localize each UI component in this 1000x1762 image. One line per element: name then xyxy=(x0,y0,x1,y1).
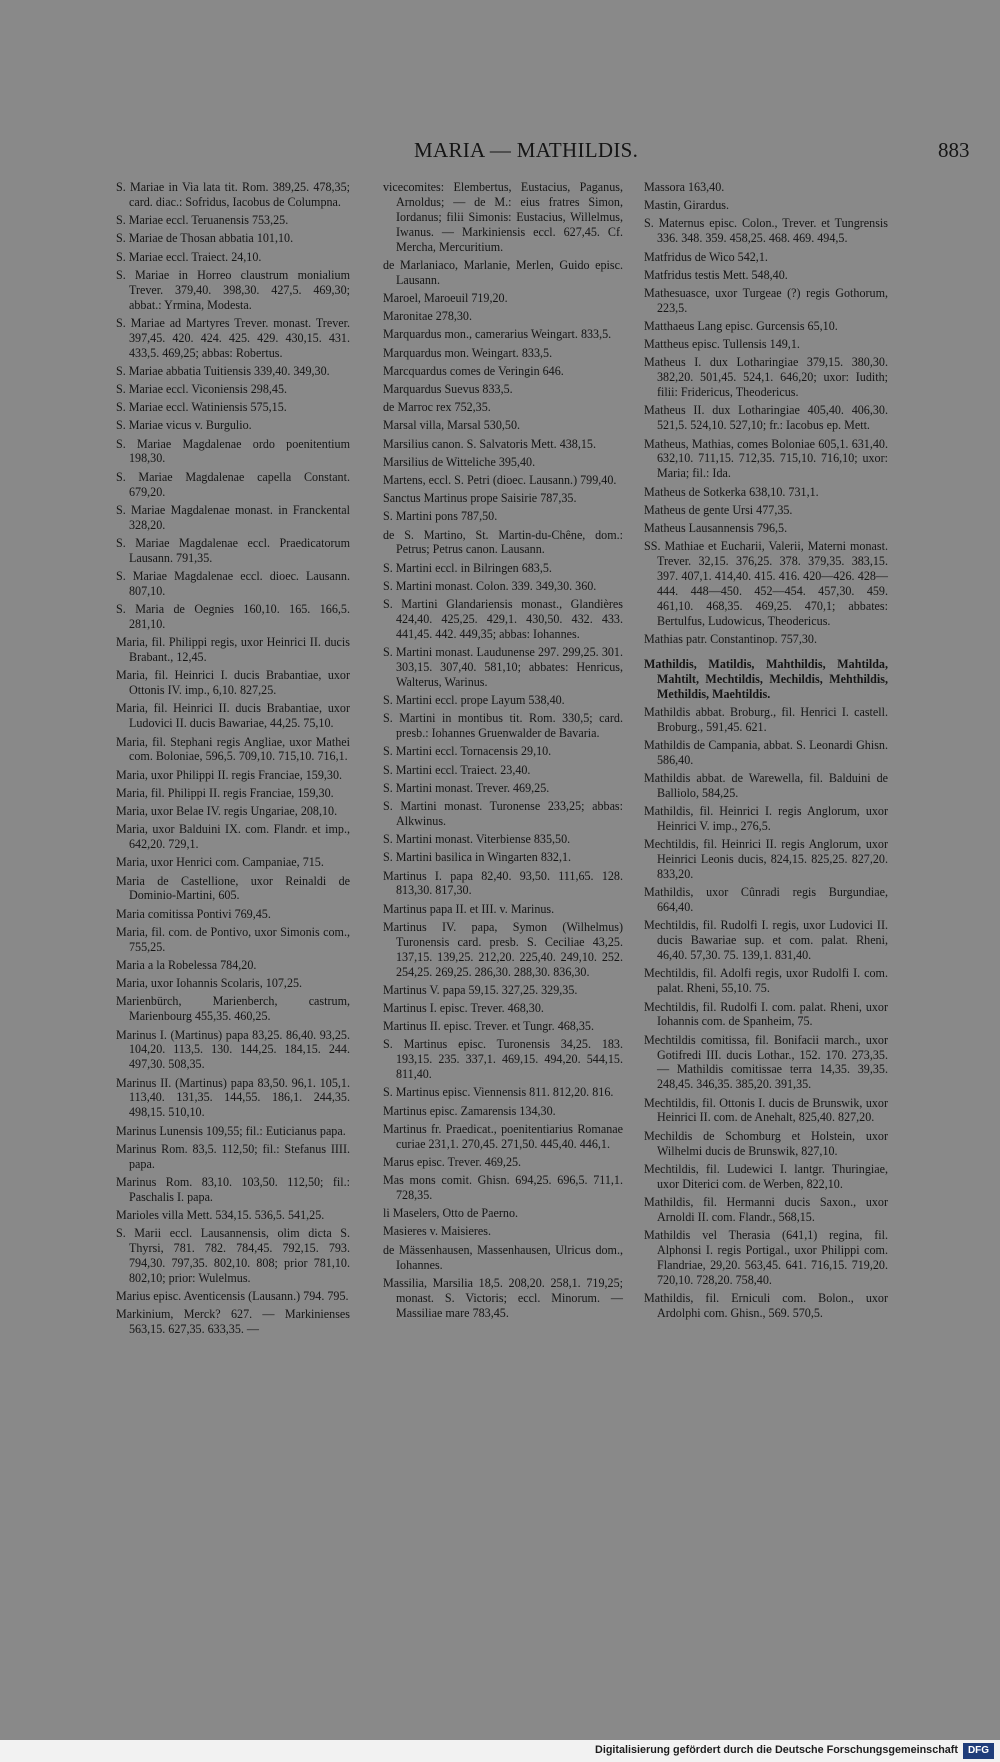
index-entry: Marioles villa Mett. 534,15. 536,5. 541,25. xyxy=(116,1207,325,1222)
index-entry: Martinus episc. Zamarensis 134,30. xyxy=(383,1103,556,1118)
index-entry: Martinus II. episc. Trever. et Tungr. 468,35. xyxy=(383,1019,594,1034)
page-title: MARIA — MATHILDIS. xyxy=(414,138,639,162)
index-entry: S. Martini eccl. in Bilringen 683,5. xyxy=(383,560,552,575)
index-column-2 xyxy=(383,180,623,1324)
index-entry: Maria a la Robelessa 784,20. xyxy=(116,958,257,972)
index-entry: Masieres v. Maisieres. xyxy=(383,1224,492,1239)
index-entry: Maria, fil. Heinrici I. ducis Brabantiae, uxor Ottonis IV. imp., 6,10. 827,25. xyxy=(116,668,350,698)
index-entry: S. Martini in montibus tit. Rom. 330,5; card. presb.: Iohannes Gruenwalder de Bavaria. xyxy=(383,711,623,741)
index-entry: Matheus, Mathias, comes Boloniae 605,1. 631,40. 632,10. 711,15. 712,35. 715,10. 716,10; uxor: Maria; fil.: Ida. xyxy=(644,436,888,481)
index-entry: S. Mariae eccl. Viconiensis 298,45. xyxy=(116,381,288,396)
index-entry: Markinium, Merck? 627. — Markinienses 563,15. 627,35. 633,35. — xyxy=(116,1307,350,1337)
index-entry: Marus episc. Trever. 469,25. xyxy=(383,1154,522,1169)
index-entry: Marquardus mon., camerarius Weingart. 833,5. xyxy=(383,327,612,342)
index-entry: S. Martini Glandariensis monast., Glandières 424,40. 425,25. 429,1. 430,50. 432. 433. 441,45. 442. 449,35; abbas: Iohannes. xyxy=(383,597,623,641)
index-entry: vicecomites: Elembertus, Eustacius, Paganus, Arnoldus; — de M.: eius fratres Simon, Iordanus; filii Simonis: Eustacius, Willelmus, Iwanus. — Markiniensis eccl. 627,45. Cf. Mercha, Mercuritium. xyxy=(383,180,623,254)
index-entry: S. Mariae eccl. Teruanensis 753,25. xyxy=(116,213,289,228)
index-entry: Maria de Castellione, uxor Reinaldi de Dominio-Martini, 605. xyxy=(116,873,350,903)
index-entry: S. Martini monast. Viterbiense 835,50. xyxy=(383,832,571,847)
index-entry: Marinus II. (Martinus) papa 83,50. 96,1. 105,1. 113,40. 131,35. 144,55. 186,1. 244,35. 498,15. 510,10. xyxy=(116,1075,350,1120)
index-entry: Maria, fil. Heinrici II. ducis Brabantiae, uxor Ludovici II. ducis Bawariae, 44,25. 75,10. xyxy=(116,701,350,731)
index-entry: Matheus I. dux Lotharingiae 379,15. 380,30. 382,20. 501,45. 524,1. 646,20; uxor: Iudith; filii: Fridericus, Theodericus. xyxy=(644,355,888,400)
index-entry: Mathias patr. Constantinop. 757,30. xyxy=(644,631,817,646)
index-entry: li Maselers, Otto de Paerno. xyxy=(383,1206,519,1221)
index-entry: Marinus I. (Martinus) papa 83,25. 86,40. 93,25. 104,20. 113,5. 130. 144,25. 184,15. 244. 497,30. 508,35. xyxy=(116,1027,350,1072)
index-entry: S. Martini pons 787,50. xyxy=(383,509,498,524)
index-entry: Matthaeus Lang episc. Gurcensis 65,10. xyxy=(644,319,838,334)
index-entry: Marinus Rom. 83,5. 112,50; fil.: Stefanus IIII. papa. xyxy=(116,1141,350,1171)
index-entry: Mastin, Girardus. xyxy=(644,198,729,213)
index-entry: Mathildis, fil. Erniculi com. Bolon., uxor Ardolphi com. Ghisn., 569. 570,5. xyxy=(644,1290,888,1320)
index-entry: Mechtildis, fil. Rudolfi I. regis, uxor Ludovici II. ducis Bawariae sup. et com. palat. Rheni, 46,40. 57,30. 75. 139,1. 831,40. xyxy=(644,918,888,963)
index-entry: S. Martinus episc. Viennensis 811. 812,20. 816. xyxy=(383,1085,614,1100)
index-entry: Maria, fil. Philippi II. regis Franciae, 159,30. xyxy=(116,785,334,800)
index-entry: Marienbürch, Marienberch, castrum, Marienbourg 455,35. 460,25. xyxy=(116,994,350,1024)
index-entry: Mathildis abbat. de Warewella, fil. Balduini de Balliolo, 584,25. xyxy=(644,771,888,800)
index-entry: Mechtildis, fil. Adolfi regis, uxor Rudolfi I. com. palat. Rheni, 55,10. 75. xyxy=(644,966,888,996)
index-entry: S. Martinus episc. Turonensis 34,25. 183. 193,15. 235. 337,1. 469,15. 494,20. 544,15. 811,40. xyxy=(383,1037,623,1082)
index-entry: S. Martini eccl. Tornacensis 29,10. xyxy=(383,744,552,759)
index-entry: Maria, uxor Philippi II. regis Franciae, 159,30. xyxy=(116,767,343,782)
index-entry: S. Martini monast. Trever. 469,25. xyxy=(383,780,550,795)
index-entry: S. Mariae vicus v. Burgulio. xyxy=(116,418,252,433)
index-entry: Martens, eccl. S. Petri (dioec. Lausann.) 799,40. xyxy=(383,472,617,487)
index-entry: de Mässenhausen, Massenhausen, Ulricus dom., Iohannes. xyxy=(383,1242,623,1272)
index-entry: S. Mariae in Via lata tit. Rom. 389,25. 478,35; card. diac.: Sofridus, Iacobus de Columpna. xyxy=(116,180,350,209)
index-entry: Marinus Lunensis 109,55; fil.: Euticianus papa. xyxy=(116,1123,346,1138)
index-entry: Maria, uxor Iohannis Scolaris, 107,25. xyxy=(116,976,303,991)
index-entry: de Marroc rex 752,35. xyxy=(383,400,491,415)
index-entry: S. Martini eccl. Traiect. 23,40. xyxy=(383,762,531,777)
page-header xyxy=(0,138,1000,168)
index-entry: Mas mons comit. Ghisn. 694,25. 696,5. 711,1. 728,35. xyxy=(383,1173,623,1203)
index-entry: Marsilius de Witteliche 395,40. xyxy=(383,454,536,469)
index-entry: Martinus papa II. et III. v. Marinus. xyxy=(383,901,555,916)
index-entry: S. Mariae eccl. Watiniensis 575,15. xyxy=(116,400,287,415)
index-entry: Martinus V. papa 59,15. 327,25. 329,35. xyxy=(383,982,578,997)
page-number: 883 xyxy=(938,138,970,162)
index-column-3 xyxy=(644,180,888,1324)
index-entry: Maria, fil. Stephani regis Angliae, uxor Mathei com. Boloniae, 596,5. 709,10. 715,10. 716,1. xyxy=(116,734,350,764)
index-entry: Maria, uxor Belae IV. regis Ungariae, 208,10. xyxy=(116,804,338,819)
index-entry: Mechtildis, fil. Heinrici II. regis Anglorum, uxor Heinrici Leonis ducis, 824,15. 825,25. 827,20. 833,20. xyxy=(644,837,888,882)
index-entry: S. Mariae abbatia Tuitiensis 339,40. 349,30. xyxy=(116,363,330,378)
index-entry: S. Maternus episc. Colon., Trever. et Tungrensis 336. 348. 359. 458,25. 468. 469. 494,5. xyxy=(644,216,888,246)
index-entry: Martinus I. episc. Trever. 468,30. xyxy=(383,1001,544,1015)
index-entry: Massora 163,40. xyxy=(644,180,725,194)
index-entry: SS. Mathiae et Eucharii, Valerii, Materni monast. Trever. 32,15. 376,25. 378. 379,35. 383,15. 397. 407,1. 414,40. 415. 416. 420—426. 428—444. 448—450. 452—454. 457,30. 459. 461,10. 468,35. 469,25. 470,1; abbates: Bertulfus, Ludowicus, Theodericus. xyxy=(644,539,888,628)
index-entry: Maria, uxor Balduini IX. com. Flandr. et imp., 642,20. 729,1. xyxy=(116,822,350,852)
index-entry: Mechtildis, fil. Ludewici I. lantgr. Thuringiae, uxor Diterici com. de Werben, 822,10. xyxy=(644,1161,888,1191)
index-entry: S. Martini basilica in Wingarten 832,1. xyxy=(383,850,572,865)
index-entry: S. Mariae de Thosan abbatia 101,10. xyxy=(116,231,294,246)
index-entry: Maria, uxor Henrici com. Campaniae, 715. xyxy=(116,855,324,870)
index-entry: S. Maria de Oegnies 160,10. 165. 166,5. 281,10. xyxy=(116,602,350,632)
index-entry: S. Martini monast. Colon. 339. 349,30. 360. xyxy=(383,578,597,593)
index-entry: Martinus fr. Praedicat., poenitentiarius Romanae curiae 231,1. 270,45. 271,50. 445,40. 446,1. xyxy=(383,1121,623,1151)
index-entry: Massilia, Marsilia 18,5. 208,20. 258,1. 719,25; monast. S. Victoris; eccl. Minorum. — Massiliae mare 783,45. xyxy=(383,1275,623,1320)
index-entry: Maronitae 278,30. xyxy=(383,309,473,324)
index-entry: Mechildis de Schomburg et Holstein, uxor Wilhelmi ducis de Brunswik, 827,10. xyxy=(644,1128,888,1158)
index-entry: S. Mariae Magdalenae ordo poenitentium 198,30. xyxy=(116,436,350,466)
index-entry: S. Mariae ad Martyres Trever. monast. Trever. 397,45. 420. 424. 425. 429. 430,15. 431. 433,5. 469,25; abbas: Robertus. xyxy=(116,315,350,360)
index-entry: de Marlaniaco, Marlanie, Merlen, Guido episc. Lausann. xyxy=(383,257,623,287)
index-entry: de S. Martino, St. Martin-du-Chêne, dom.: Petrus; Petrus canon. Lausann. xyxy=(383,527,623,557)
index-entry: S. Martini monast. Turonense 233,25; abbas: Alkwinus. xyxy=(383,799,623,828)
index-entry: Marinus Rom. 83,10. 103,50. 112,50; fil.: Paschalis I. papa. xyxy=(116,1174,350,1204)
index-entry: Matfridus de Wico 542,1. xyxy=(644,249,768,264)
index-entry: Martinus I. papa 82,40. 93,50. 111,65. 128. 813,30. 817,30. xyxy=(383,868,623,898)
index-entry: Maria, fil. com. de Pontivo, uxor Simonis com., 755,25. xyxy=(116,924,350,954)
index-entry: Mechtildis, fil. Rudolfi I. com. palat. Rheni, uxor Iohannis com. de Spanheim, 75. xyxy=(644,999,888,1029)
index-entry: Marcquardus comes de Veringin 646. xyxy=(383,363,564,378)
index-entry: Marquardus Suevus 833,5. xyxy=(383,381,513,396)
index-entry: Marsal villa, Marsal 530,50. xyxy=(383,418,521,433)
index-entry: Maria comitissa Pontivi 769,45. xyxy=(116,906,271,921)
index-entry: S. Mariae Magdalenae eccl. Praedicatorum Lausann. 791,35. xyxy=(116,535,350,565)
index-entry: Matheus de Sotkerka 638,10. 731,1. xyxy=(644,484,819,499)
index-entry: Mattheus episc. Tullensis 149,1. xyxy=(644,337,800,352)
index-entry: S. Mariae eccl. Traiect. 24,10. xyxy=(116,249,262,264)
index-entry: Mechtildis, fil. Ottonis I. ducis de Brunswik, uxor Heinrici II. com. de Anehalt, 825,40. 827,20. xyxy=(644,1095,888,1125)
index-entry: Maroel, Maroeuil 719,20. xyxy=(383,290,508,305)
index-column-1 xyxy=(116,180,350,1340)
index-entry: Mathildis abbat. Broburg., fil. Henrici I. castell. Broburg., 591,45. 621. xyxy=(644,704,888,734)
index-entry: Maria, fil. Philippi regis, uxor Heinrici II. ducis Brabant., 12,45. xyxy=(116,635,350,665)
index-entry: Mathildis vel Therasia (641,1) regina, fil. Alphonsi I. regis Portigal., uxor Philippi com. Flandriae, 29,20. 563,45. 641. 716,15. 719,20. 720,10. 728,20. 758,40. xyxy=(644,1228,888,1287)
index-entry: Mathildis, fil. Hermanni ducis Saxon., uxor Arnoldi II. com. Flandr., 568,15. xyxy=(644,1194,888,1224)
index-entry: Marquardus mon. Weingart. 833,5. xyxy=(383,345,553,360)
index-entry: S. Mariae Magdalenae monast. in Franckental 328,20. xyxy=(116,502,350,532)
index-entry: Mathildis, Matildis, Mahthildis, Mahtilda, Mahtilt, Mechtildis, Mechildis, Mehthildis, Methildis, Maehtildis. xyxy=(644,656,888,701)
index-entry: S. Mariae Magdalenae capella Constant. 679,20. xyxy=(116,469,350,499)
index-entry: Mathesuasce, uxor Turgeae (?) regis Gothorum, 223,5. xyxy=(644,285,888,315)
index-entry: Mechtildis comitissa, fil. Bonifacii march., uxor Gotifredi III. ducis Lothar., 152. 170. 273,35. — Mathildis comitissae terra 14,35. 39,35. 248,45. 346,35. 385,20. 391,35. xyxy=(644,1032,888,1092)
index-entry: Mathildis, fil. Heinrici I. regis Anglorum, uxor Heinrici V. imp., 276,5. xyxy=(644,804,888,834)
index-entry: S. Martini monast. Laudunense 297. 299,25. 301. 303,15. 307,40. 581,10; abbates: Henricus, Walterus, Warinus. xyxy=(383,645,623,689)
index-entry: S. Martini eccl. prope Layum 538,40. xyxy=(383,693,565,708)
index-entry: Marsilius canon. S. Salvatoris Mett. 438,15. xyxy=(383,436,596,451)
index-entry: Matfridus testis Mett. 548,40. xyxy=(644,267,788,282)
footer-bar xyxy=(0,1740,1000,1762)
index-entry: S. Mariae Magdalenae eccl. dioec. Lausann. 807,10. xyxy=(116,569,350,598)
index-entry: Marius episc. Aventicensis (Lausann.) 794. 795. xyxy=(116,1289,349,1304)
index-entry: Matheus Lausannensis 796,5. xyxy=(644,520,788,535)
index-entry: Matheus de gente Ursi 477,35. xyxy=(644,502,793,517)
index-entry: S. Mariae in Horreo claustrum monialium Trever. 379,40. 398,30. 427,5. 469,30; abbat.: Yrmina, Modesta. xyxy=(116,267,350,312)
index-entry: S. Marii eccl. Lausannensis, olim dicta S. Thyrsi, 781. 782. 784,45. 792,15. 793. 794,30. 797,35. 802,10. 808; prior 781,10. 802,10; prior: Wulelmus. xyxy=(116,1226,350,1285)
index-entry: Martinus IV. papa, Symon (Wilhelmus) Turonensis card. presb. S. Ceciliae 43,25. 137,15. 139,25. 212,20. 225,40. 249,10. 252. 254,25. 269,25. 286,30. 288,30. 836,30. xyxy=(383,919,623,979)
index-entry: Matheus II. dux Lotharingiae 405,40. 406,30. 521,5. 524,10. 527,10; fr.: Iacobus ep. Mett. xyxy=(644,403,888,433)
footer-credit: Digitalisierung gefördert durch die Deutsche Forschungsgemeinschaft xyxy=(595,1744,958,1756)
index-entry: Mathildis, uxor Cûnradi regis Burgundiae, 664,40. xyxy=(644,885,888,915)
dfg-logo: DFG xyxy=(963,1743,994,1759)
index-entry: Sanctus Martinus prope Saisirie 787,35. xyxy=(383,491,577,506)
index-entry: Mathildis de Campania, abbat. S. Leonardi Ghisn. 586,40. xyxy=(644,737,888,767)
